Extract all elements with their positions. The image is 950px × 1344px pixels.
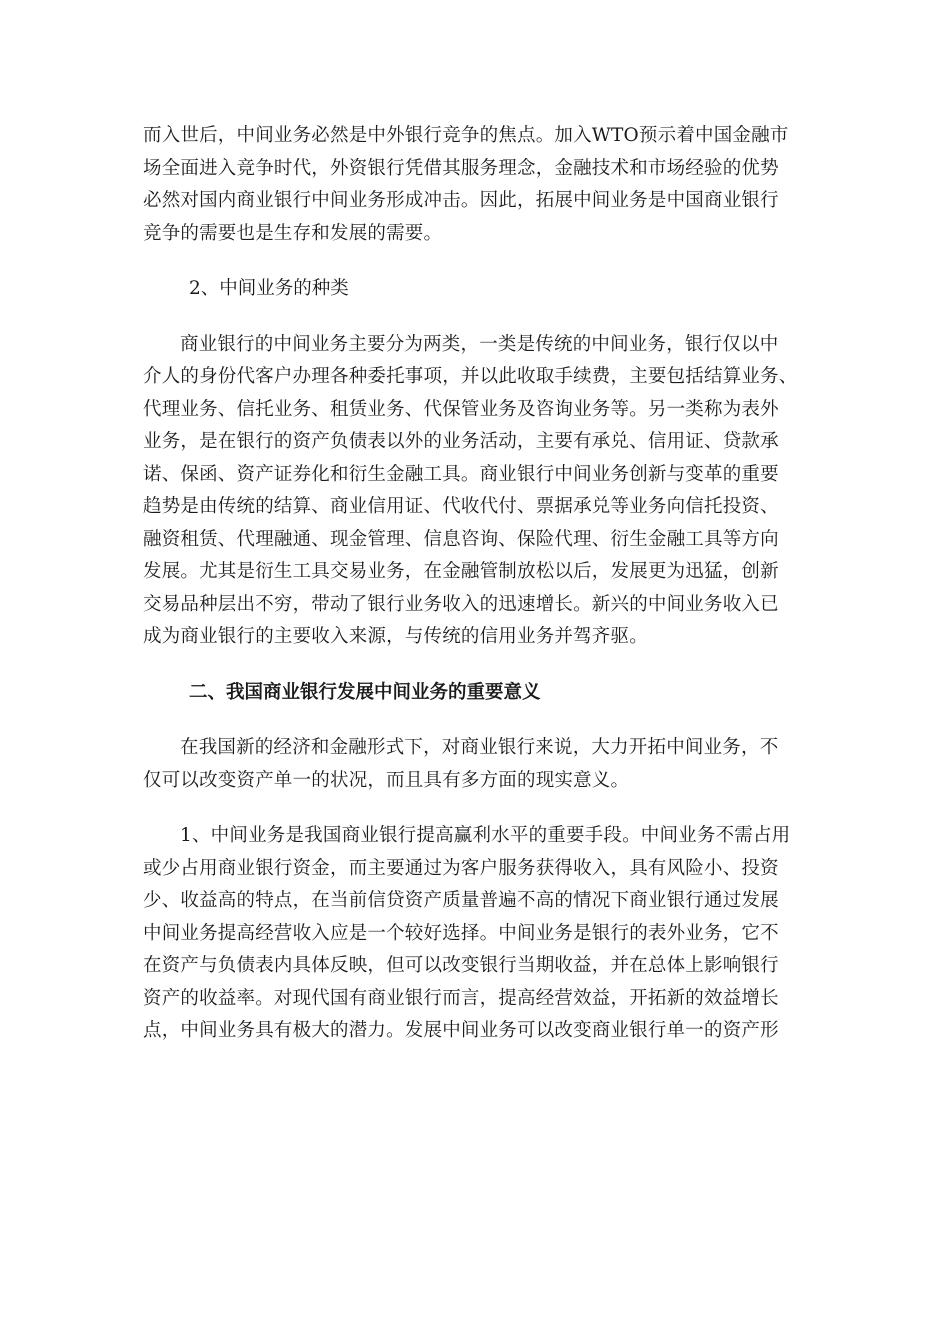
text-line: 代理业务、信托业务、租赁业务、代保管业务及咨询业务等。另一类称为表外 <box>143 398 779 420</box>
text-line: 仅可以改变资产单一的状况，而且具有多方面的现实意义。 <box>143 769 630 791</box>
text-line: 资产的收益率。对现代国有商业银行而言，提高经营效益，开拓新的效益增长 <box>143 987 779 1009</box>
text-line: 介人的身份代客户办理各种委托事项，并以此收取手续费，主要包括结算业务、 <box>143 366 798 387</box>
text-line: 趋势是由传统的结算、商业信用证、代收代付、票据承兑等业务向信托投资、 <box>143 496 779 517</box>
text-line: 融资租赁、代理融通、现金管理、信息咨询、保险代理、衍生金融工具等方向 <box>143 528 779 550</box>
text-line: 在资产与负债表内具体反映，但可以改变银行当期收益，并在总体上影响银行 <box>143 955 779 976</box>
text-line: 在我国新的经济和金融形式下，对商业银行来说，大力开拓中间业务，不 <box>180 737 779 758</box>
text-line: 中间业务提高经营收入应是一个较好选择。中间业务是银行的表外业务，它不 <box>143 922 779 944</box>
paragraph-business-types <box>143 329 813 654</box>
document-page <box>143 120 813 1048</box>
paragraph-significance-intro <box>143 732 813 797</box>
text-line: 场全面进入竞争时代，外资银行凭借其服务理念，金融技术和市场经验的优势 <box>143 157 779 179</box>
text-line: 必然对国内商业银行中间业务形成冲击。因此，拓展中间业务是中国商业银行 <box>143 190 779 211</box>
text-line: 交易品种层出不穷，带动了银行业务收入的迅速增长。新兴的中间业务收入已 <box>143 593 779 615</box>
text-line: 发展。尤其是衍生工具交易业务，在金融管制放松以后，发展更为迅猛，创新 <box>143 561 779 582</box>
text-line: 业务，是在银行的资产负债表以外的业务活动，主要有承兑、信用证、贷款承 <box>143 431 779 452</box>
subheading-business-types: 2、中间业务的种类 <box>189 278 349 299</box>
paragraph-profitability <box>143 820 813 1048</box>
section-heading-significance: 二、我国商业银行发展中间业务的重要意义 <box>189 681 541 703</box>
text-line: 而入世后，中间业务必然是中外银行竞争的焦点。加入WTO预示着中国金融市 <box>143 125 789 146</box>
text-line: 诺、保函、资产证券化和衍生金融工具。商业银行中间业务创新与变革的重要 <box>143 463 779 485</box>
text-line: 商业银行的中间业务主要分为两类，一类是传统的中间业务，银行仅以中 <box>180 333 779 355</box>
text-line: 点，中间业务具有极大的潜力。发展中间业务可以改变商业银行单一的资产形 <box>143 1020 779 1041</box>
text-line: 1、中间业务是我国商业银行提高赢利水平的重要手段。中间业务不需占用 <box>180 825 791 846</box>
text-line: 或少占用商业银行资金，而主要通过为客户服务获得收入，具有风险小、投资 <box>143 857 779 879</box>
text-line: 竞争的需要也是生存和发展的需要。 <box>143 222 443 244</box>
paragraph-wto-competition <box>143 120 813 250</box>
text-line: 少、收益高的特点，在当前信贷资产质量普遍不高的情况下商业银行通过发展 <box>143 890 779 911</box>
text-line: 成为商业银行的主要收入来源，与传统的信用业务并驾齐驱。 <box>143 626 648 647</box>
